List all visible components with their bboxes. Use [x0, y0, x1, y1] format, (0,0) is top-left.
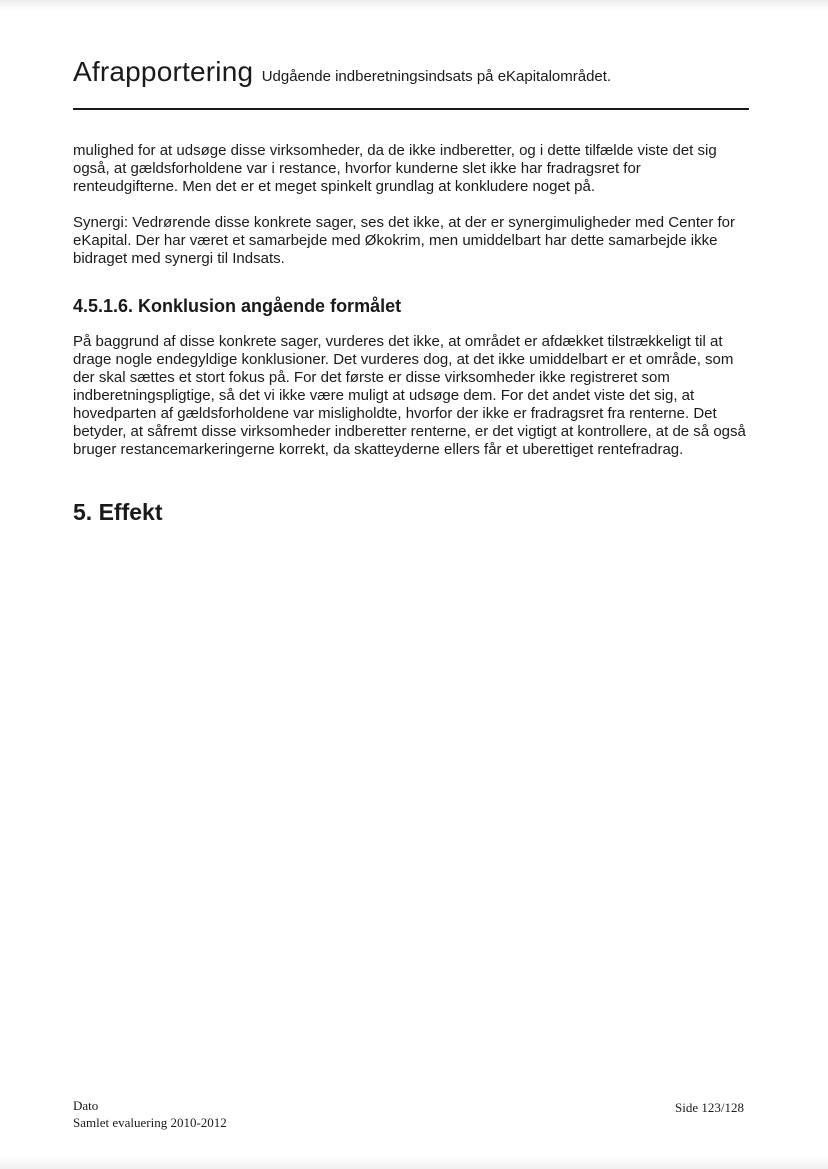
page-header [73, 56, 753, 88]
chapter-heading: 5. Effekt [73, 499, 163, 525]
footer-left [73, 1097, 227, 1131]
paragraph-3: På baggrund af disse konkrete sager, vurderes det ikke, at området er afdækket tilstrækkeligt til at drage nogle endegyldige konklusioner. Det vurderes dog, at det ikke umiddelbart er et område, som der skal sættes et stort fokus på. For det første er disse virksomheder ikke registreret som indberetningspligtige, så det vi ikke være muligt at udsøge dem. For det andet viste det sig, at hovedparten af gældsforholdene var misligholdte, hvorfor der ikke er fradragsret fra renterne. Det betyder, at såfremt disse virksomheder indberetter renterne, er det vigtigt at kontrollere, at de så også bruger restancemarkeringerne korrekt, da skatteyderne ellers får et uberettiget rentefradrag. [73, 333, 746, 458]
scan-edge-bottom [0, 1156, 828, 1169]
header-title: Afrapportering [73, 56, 254, 87]
footer-report-name: Samlet evaluering 2010-2012 [73, 1115, 227, 1130]
header-divider [73, 108, 749, 110]
paragraph-1: mulighed for at udsøge disse virksomheder, da de ikke indberetter, og i dette tilfælde viste det sig også, at gældsforholdene var i restance, hvorfor kunderne slet ikke har fradragsret for renteudgifterne. Men det er et meget spinkelt grundlag at konkludere noget på. [73, 142, 717, 195]
paragraph-2: Synergi: Vedrørende disse konkrete sager, ses det ikke, at der er synergimuligheder med Center for eKapital. Der har været et samarbejde med Økokrim, men umiddelbart har dette samarbejde ikke bidraget med synergi til Indsats. [73, 214, 735, 267]
footer-date-label: Dato [73, 1098, 99, 1113]
page-content [73, 142, 749, 526]
section-heading: 4.5.1.6. Konklusion angående formålet [73, 296, 402, 316]
scan-edge-top [0, 0, 828, 10]
footer-page-number: Side 123/128 [675, 1100, 744, 1115]
header-subtitle: Udgående indberetningsindsats på eKapitalområdet. [261, 68, 612, 85]
